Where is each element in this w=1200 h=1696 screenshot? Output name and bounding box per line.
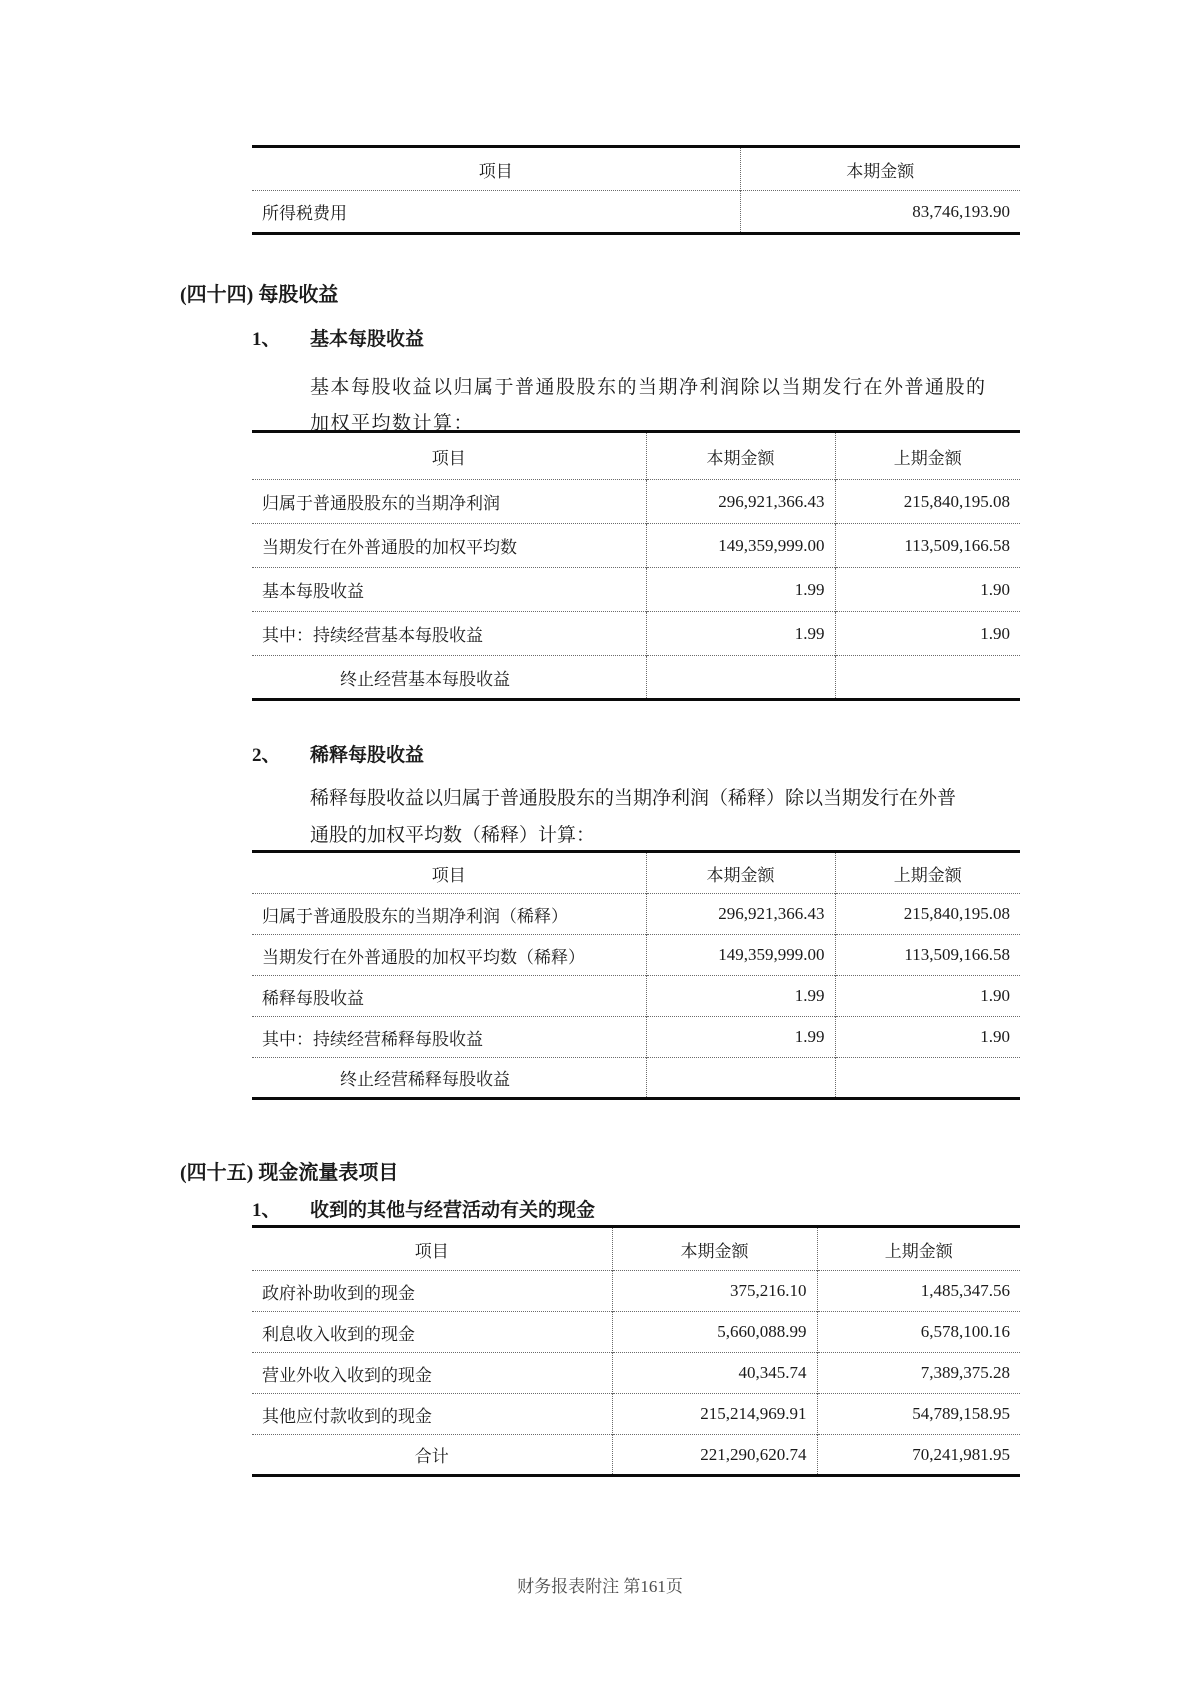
prior-amount-cell: 6,578,100.16: [817, 1312, 1020, 1353]
item-cell: 归属于普通股股东的当期净利润（稀释）: [262, 906, 568, 926]
item-cell: 营业外收入收到的现金: [262, 1365, 432, 1385]
table-header-row: [252, 432, 1020, 480]
table-row: [252, 612, 1020, 656]
prior-amount-cell: [835, 656, 1020, 700]
current-amount-cell: 296,921,366.43: [646, 894, 835, 935]
prior-amount-cell: [835, 1058, 1020, 1099]
diluted-eps-number: 2、: [252, 745, 281, 766]
diluted-eps-paragraph-line2: 通股的加权平均数（稀释）计算：: [310, 825, 596, 846]
prior-amount-cell: 70,241,981.95: [817, 1435, 1020, 1476]
basic-eps-paragraph-line1: 基本每股收益以归属于普通股股东的当期净利润除以当期发行在外普通股的: [310, 377, 987, 398]
col-header-prior-amount: 上期金额: [817, 1227, 1020, 1271]
current-amount-cell: 296,921,366.43: [646, 480, 835, 524]
table-row: [252, 568, 1020, 612]
page-footer: 财务报表附注 第161页: [517, 1577, 683, 1596]
col-header-item: 项目: [431, 865, 466, 885]
basic-eps-table: [252, 430, 1020, 701]
prior-amount-cell: 1.90: [835, 568, 1020, 612]
item-cell: 基本每股收益: [262, 582, 364, 601]
item-cell: 终止经营基本每股收益: [340, 669, 510, 689]
item-cell: 当期发行在外普通股的加权平均数: [262, 538, 517, 557]
table-row: [252, 894, 1020, 935]
prior-amount-cell: 215,840,195.08: [835, 480, 1020, 524]
prior-amount-cell: 1,485,347.56: [817, 1271, 1020, 1312]
item-cell: 其中：持续经营基本每股收益: [262, 626, 483, 645]
item-cell: 其他应付款收到的现金: [262, 1406, 432, 1426]
col-header-item: 项目: [414, 1241, 449, 1261]
table-header-row: [252, 1227, 1020, 1271]
col-header-current-amount: 本期金额: [646, 852, 835, 894]
item-cell: 其中：持续经营稀释每股收益: [262, 1029, 483, 1049]
total-label-cell: 合计: [414, 1447, 449, 1466]
current-amount-cell: 1.99: [646, 612, 835, 656]
table-header-row: [252, 147, 1020, 191]
current-amount-cell: 375,216.10: [612, 1271, 817, 1312]
current-amount-cell: [646, 1058, 835, 1099]
current-amount-cell: 221,290,620.74: [612, 1435, 817, 1476]
current-amount-cell: 149,359,999.00: [646, 935, 835, 976]
item-cell: 所得税费用: [262, 204, 347, 223]
col-header-item: 项目: [431, 448, 466, 468]
current-amount-cell: 83,746,193.90: [740, 191, 1020, 234]
col-header-current-amount: 本期金额: [612, 1227, 817, 1271]
prior-amount-cell: 1.90: [835, 976, 1020, 1017]
prior-amount-cell: 113,509,166.58: [835, 935, 1020, 976]
prior-amount-cell: 1.90: [835, 612, 1020, 656]
table-row: [252, 524, 1020, 568]
diluted-eps-heading: 稀释每股收益: [310, 745, 425, 766]
current-amount-cell: 1.99: [646, 976, 835, 1017]
prior-amount-cell: 1.90: [835, 1017, 1020, 1058]
other-operating-cash-heading: 收到的其他与经营活动有关的现金: [310, 1200, 596, 1221]
basic-eps-heading: 基本每股收益: [310, 329, 425, 350]
prior-amount-cell: 54,789,158.95: [817, 1394, 1020, 1435]
table-row: [252, 1058, 1020, 1099]
table-row: [252, 191, 1020, 234]
current-amount-cell: 149,359,999.00: [646, 524, 835, 568]
section-45-heading: (四十五) 现金流量表项目: [180, 1162, 399, 1184]
item-cell: 利息收入收到的现金: [262, 1324, 415, 1344]
current-amount-cell: 215,214,969.91: [612, 1394, 817, 1435]
current-amount-cell: 5,660,088.99: [612, 1312, 817, 1353]
diluted-eps-paragraph-line1: 稀释每股收益以归属于普通股股东的当期净利润（稀释）除以当期发行在外普: [310, 788, 957, 809]
item-cell: 终止经营稀释每股收益: [340, 1070, 510, 1089]
col-header-prior-amount: 上期金额: [835, 432, 1020, 480]
table-row: [252, 1271, 1020, 1312]
other-operating-cash-table: [252, 1225, 1020, 1477]
table-row: [252, 935, 1020, 976]
prior-amount-cell: 7,389,375.28: [817, 1353, 1020, 1394]
diluted-eps-table: [252, 850, 1020, 1100]
current-amount-cell: 1.99: [646, 568, 835, 612]
item-cell: 政府补助收到的现金: [262, 1283, 415, 1303]
col-header-item: 项目: [478, 161, 513, 181]
col-header-current-amount: 本期金额: [740, 147, 1020, 191]
section-44-heading: (四十四) 每股收益: [180, 284, 339, 306]
table-row total-row: [252, 1435, 1020, 1476]
prior-amount-cell: 215,840,195.08: [835, 894, 1020, 935]
basic-eps-paragraph-line2: 加权平均数计算：: [310, 413, 475, 434]
table-row: [252, 1394, 1020, 1435]
prior-amount-cell: 113,509,166.58: [835, 524, 1020, 568]
table-row: [252, 1017, 1020, 1058]
current-amount-cell: 40,345.74: [612, 1353, 817, 1394]
item-cell: 稀释每股收益: [262, 988, 364, 1008]
col-header-prior-amount: 上期金额: [835, 852, 1020, 894]
current-amount-cell: 1.99: [646, 1017, 835, 1058]
income-tax-expense-table: [252, 145, 1020, 235]
table-row: [252, 480, 1020, 524]
table-row: [252, 656, 1020, 700]
col-header-current-amount: 本期金额: [646, 432, 835, 480]
other-operating-cash-number: 1、: [252, 1200, 281, 1221]
item-cell: 当期发行在外普通股的加权平均数（稀释）: [262, 947, 585, 967]
current-amount-cell: [646, 656, 835, 700]
basic-eps-number: 1、: [252, 329, 281, 350]
item-cell: 归属于普通股股东的当期净利润: [262, 494, 500, 513]
table-row: [252, 1353, 1020, 1394]
table-row: [252, 1312, 1020, 1353]
table-header-row: [252, 852, 1020, 894]
table-row: [252, 976, 1020, 1017]
